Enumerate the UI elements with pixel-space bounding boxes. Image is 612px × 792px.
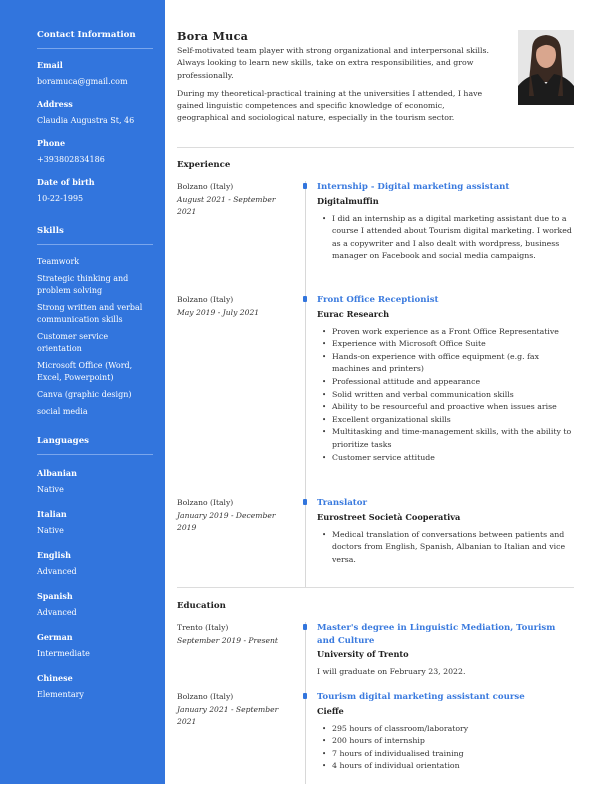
language-name: Spanish	[37, 591, 73, 601]
skills-section	[37, 225, 153, 418]
language-level: Elementary	[37, 690, 84, 699]
bullet-item: • Solid written and verbal communication skills	[322, 389, 575, 402]
profile-photo	[518, 30, 574, 105]
entry-organization: Eurostreet Società Cooperativa	[317, 511, 461, 522]
entry-dates: January 2021 - September 2021	[177, 705, 279, 726]
entry-organization: Eurac Research	[317, 308, 390, 319]
bullet-item: • 295 hours of classroom/laboratory	[322, 723, 575, 736]
entry-dates: May 2019 - July 2021	[177, 308, 260, 317]
entry-location: Bolzano (Italy)	[177, 692, 234, 701]
entry-dates: August 2021 - September 2021	[177, 195, 276, 216]
entry-body	[317, 622, 575, 678]
address-label: Address	[37, 99, 73, 109]
skill-item: Customer service orientation	[37, 332, 109, 353]
skill-item: Microsoft Office (Word, Excel, Powerpoint)	[37, 361, 133, 382]
languages-title: Languages	[37, 436, 89, 446]
entry-role: Translator	[317, 498, 368, 508]
bullet-item: • Multitasking and time-management skills, with the ability to prioritize tasks	[322, 426, 575, 451]
entry-location: Bolzano (Italy)	[177, 498, 234, 507]
entry-organization: University of Trento	[317, 649, 409, 660]
contact-title: Contact Information	[37, 30, 136, 40]
header-divider	[177, 147, 574, 148]
email-label: Email	[37, 60, 63, 70]
entry-organization: Cieffe	[317, 705, 344, 716]
entry-bullets	[317, 213, 575, 263]
skill-item: Teamwork	[37, 257, 80, 266]
entry-meta	[177, 497, 295, 534]
phone-value[interactable]: +393802834186	[37, 155, 105, 164]
divider	[37, 454, 153, 455]
bullet-item: • Hands-on experience with office equipment (e.g. fax machines and printers)	[322, 351, 575, 376]
sidebar	[0, 0, 165, 784]
bullet-item: • I did an internship as a digital marketing assistant due to a course I attended about Tourism digital marketing. I worked as a copywriter and I also dealt with wordpress, business manager on Facebook and social media campaigns.	[322, 213, 575, 263]
entry-bullets	[317, 529, 575, 567]
bullet-item: • Medical translation of conversations between patients and doctors from English, Spanish, Albanian to Italian and vice versa.	[322, 529, 575, 567]
entry-bullets	[317, 723, 575, 773]
language-level: Native	[37, 526, 64, 535]
bullet-item: • Proven work experience as a Front Office Representative	[322, 326, 575, 339]
education-timeline	[305, 622, 306, 784]
entry-location: Bolzano (Italy)	[177, 182, 234, 191]
entry-dates: September 2019 - Present	[177, 636, 278, 645]
bullet-item: • Ability to be resourceful and proactive when issues arise	[322, 401, 575, 414]
languages-section	[37, 435, 153, 700]
skill-item: Strong written and verbal communication skills	[37, 303, 143, 324]
entry-body	[317, 691, 575, 773]
contact-section	[37, 29, 153, 204]
entry-body	[317, 294, 575, 464]
language-item	[37, 468, 153, 495]
resume-header	[177, 29, 574, 125]
entry-body	[317, 181, 575, 263]
language-name: Chinese	[37, 673, 73, 683]
experience-title: Experience	[177, 160, 231, 170]
bullet-item: • 200 hours of internship	[322, 735, 575, 748]
bullet-item: • 4 hours of individual orientation	[322, 760, 575, 773]
summary-paragraph: During my theoretical-practical training at the universities I attended, I have gained linguistic competences and specific knowledge of economic, geographical and sociological nature, especially in the tourism sector.	[177, 88, 483, 123]
divider	[37, 48, 153, 49]
bullet-item: • Excellent organizational skills	[322, 414, 575, 427]
entry-meta	[177, 622, 295, 647]
language-name: Albanian	[37, 468, 77, 478]
bullet-item: • 7 hours of individualised training	[322, 748, 575, 761]
skill-item: social media	[37, 407, 88, 416]
skill-item: Canva (graphic design)	[37, 390, 132, 399]
experience-timeline	[305, 181, 306, 587]
language-level: Intermediate	[37, 649, 90, 658]
dob-label: Date of birth	[37, 177, 95, 187]
entry-role: Internship - Digital marketing assistant	[317, 182, 510, 192]
portrait-image	[518, 30, 574, 105]
bullet-item: • Customer service attitude	[322, 452, 575, 465]
language-item	[37, 632, 153, 659]
entry-note: I will graduate on February 23, 2022.	[317, 667, 466, 677]
language-item	[37, 550, 153, 577]
entry-meta	[177, 691, 285, 728]
language-name: German	[37, 632, 73, 642]
entry-role: Front Office Receptionist	[317, 295, 439, 305]
bullet-item: • Professional attitude and appearance	[322, 376, 575, 389]
entry-location: Trento (Italy)	[177, 623, 229, 632]
bullet-item: • Experience with Microsoft Office Suite	[322, 338, 575, 351]
timeline-marker-icon	[303, 296, 307, 302]
language-item	[37, 591, 153, 618]
language-level: Advanced	[37, 608, 77, 617]
dob-value: 10-22-1995	[37, 194, 84, 203]
skills-list	[37, 256, 153, 418]
language-name: English	[37, 550, 71, 560]
entry-dates: January 2019 - December 2019	[177, 511, 276, 532]
phone-label: Phone	[37, 138, 66, 148]
timeline-marker-icon	[303, 624, 307, 630]
entry-meta	[177, 181, 295, 218]
entry-role: Master's degree in Linguistic Mediation, Tourism and Culture	[317, 623, 556, 646]
entry-location: Bolzano (Italy)	[177, 295, 234, 304]
entry-meta	[177, 294, 295, 319]
entry-body	[317, 497, 575, 566]
entry-organization: Digitalmuffin	[317, 195, 379, 206]
skills-title: Skills	[37, 226, 64, 236]
email-value[interactable]: boramuca@gmail.com	[37, 77, 128, 86]
language-item	[37, 509, 153, 536]
entry-role: Tourism digital marketing assistant course	[317, 692, 525, 702]
candidate-name: Bora Muca	[177, 29, 249, 43]
summary	[177, 45, 492, 125]
timeline-marker-icon	[303, 499, 307, 505]
divider	[37, 244, 153, 245]
skill-item: Strategic thinking and problem solving	[37, 274, 129, 295]
entry-bullets	[317, 326, 575, 465]
section-divider	[177, 587, 574, 588]
education-title: Education	[177, 601, 226, 611]
language-name: Italian	[37, 509, 67, 519]
timeline-marker-icon	[303, 693, 307, 699]
language-level: Native	[37, 485, 64, 494]
language-item	[37, 673, 153, 700]
timeline-marker-icon	[303, 183, 307, 189]
summary-paragraph: Self-motivated team player with strong organizational and interpersonal skills. Always looking to learn new skills, take on extra responsibilities, and grow professionally.	[177, 46, 489, 80]
language-level: Advanced	[37, 567, 77, 576]
address-value: Claudia Augustra St, 46	[37, 116, 135, 125]
